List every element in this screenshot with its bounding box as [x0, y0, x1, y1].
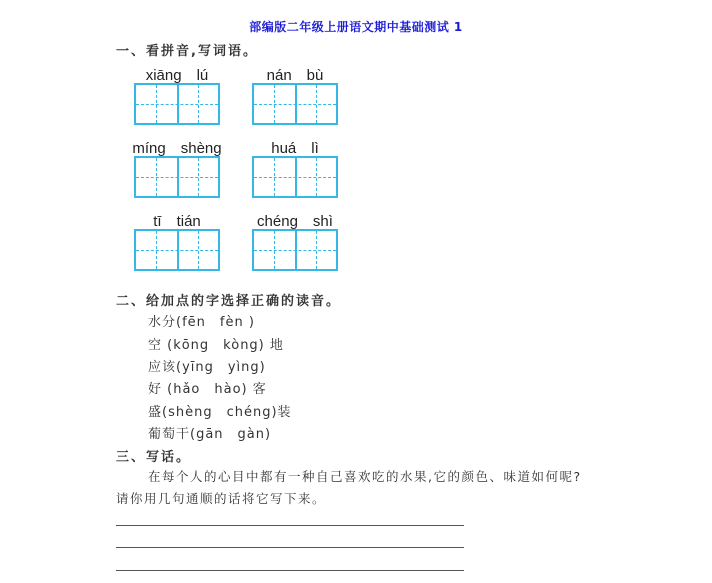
- section-3-heading: 三、写话。: [116, 450, 192, 465]
- reading-choice-item: 葡萄干(gān gàn): [148, 427, 272, 442]
- pinyin-label: tī tián: [153, 213, 201, 230]
- reading-choice-item: 水分(fēn fèn ): [148, 315, 255, 330]
- writing-prompt: 在每个人的心目中都有一种自己喜欢吃的水果,它的颜色、味道如何呢?: [148, 469, 582, 484]
- answer-line[interactable]: [116, 570, 464, 571]
- writing-grid[interactable]: [134, 229, 220, 271]
- pinyin-label: huá lì: [271, 140, 319, 157]
- pinyin-label: xiāng lú: [145, 67, 209, 84]
- answer-line[interactable]: [116, 547, 464, 548]
- writing-grid[interactable]: [252, 156, 338, 198]
- writing-grid[interactable]: [252, 229, 338, 271]
- reading-choice-item: 好 (hǎo hào) 客: [148, 382, 267, 397]
- section-2-heading: 二、给加点的字选择正确的读音。: [116, 294, 342, 309]
- section-1-heading: 一、看拼音,写词语。: [116, 44, 258, 59]
- writing-grid[interactable]: [252, 83, 338, 125]
- writing-prompt-continued: 请你用几句通顺的话将它写下来。: [116, 491, 327, 506]
- pinyin-label: míng shèng: [132, 140, 222, 157]
- writing-grid[interactable]: [134, 83, 220, 125]
- pinyin-label: chéng shì: [257, 213, 333, 230]
- document-title: 部编版二年级上册语文期中基础测试 1: [249, 20, 463, 34]
- reading-choice-item: 应该(yīng yìng): [148, 360, 266, 375]
- writing-grid[interactable]: [134, 156, 220, 198]
- reading-choice-item: 盛(shèng chéng)装: [148, 405, 292, 420]
- reading-choice-item: 空 (kōng kòng) 地: [148, 338, 284, 353]
- pinyin-label: nán bù: [266, 67, 324, 84]
- answer-line[interactable]: [116, 525, 464, 526]
